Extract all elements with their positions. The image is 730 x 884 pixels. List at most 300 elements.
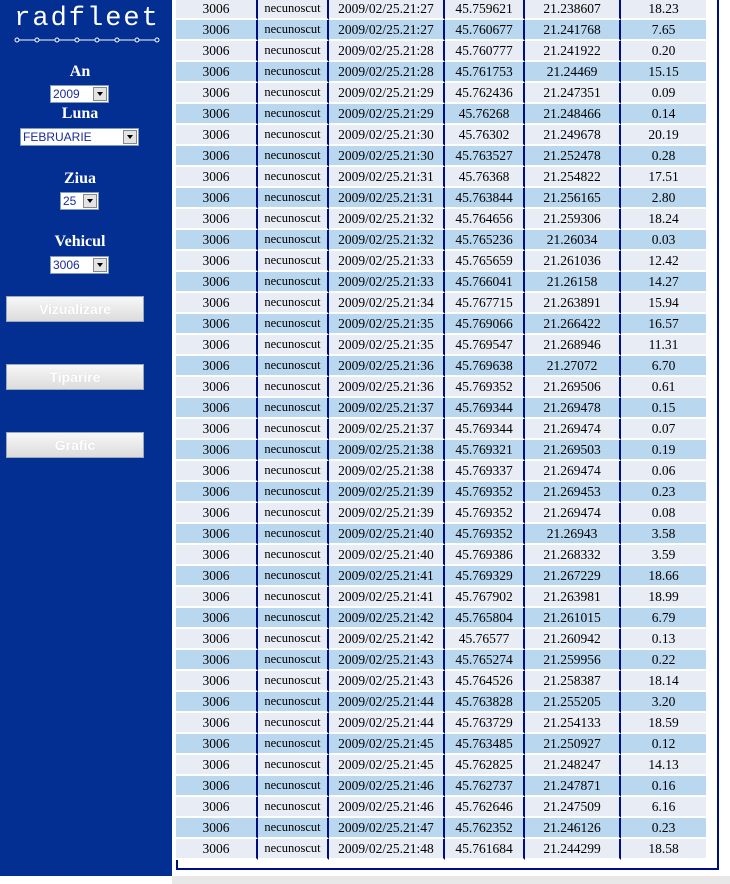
longitude-cell: 21.246126	[525, 818, 621, 839]
vehicle-id-cell: 3006	[176, 503, 258, 524]
timestamp-cell: 2009/02/25.21:31	[329, 167, 445, 188]
location-cell: necunoscut	[258, 608, 329, 629]
latitude-cell: 45.762646	[445, 797, 525, 818]
print-button[interactable]: Tiparire	[6, 364, 144, 390]
latitude-cell: 45.769352	[445, 503, 525, 524]
location-cell: necunoscut	[258, 692, 329, 713]
location-cell: necunoscut	[258, 818, 329, 839]
location-cell: necunoscut	[258, 293, 329, 314]
table-row	[176, 104, 706, 125]
longitude-cell: 21.238607	[525, 0, 621, 20]
longitude-cell: 21.269478	[525, 398, 621, 419]
latitude-cell: 45.763844	[445, 188, 525, 209]
month-label: Luna	[61, 105, 99, 122]
longitude-cell: 21.269453	[525, 482, 621, 503]
longitude-cell: 21.259956	[525, 650, 621, 671]
sidebar-bottom-gap	[0, 876, 172, 884]
table-row	[176, 209, 706, 230]
table-row	[176, 818, 706, 839]
latitude-cell: 45.763485	[445, 734, 525, 755]
timestamp-cell: 2009/02/25.21:43	[329, 671, 445, 692]
vehicle-id-cell: 3006	[176, 146, 258, 167]
timestamp-cell: 2009/02/25.21:37	[329, 419, 445, 440]
latitude-cell: 45.769344	[445, 419, 525, 440]
longitude-cell: 21.241768	[525, 20, 621, 41]
table-row	[176, 62, 706, 83]
timestamp-cell: 2009/02/25.21:36	[329, 356, 445, 377]
location-cell: necunoscut	[258, 629, 329, 650]
timestamp-cell: 2009/02/25.21:27	[329, 20, 445, 41]
timestamp-cell: 2009/02/25.21:30	[329, 125, 445, 146]
location-cell: necunoscut	[258, 83, 329, 104]
speed-cell: 7.65	[621, 20, 706, 41]
timestamp-cell: 2009/02/25.21:41	[329, 587, 445, 608]
logo-dotted-line	[14, 35, 160, 45]
vehicle-id-cell: 3006	[176, 755, 258, 776]
vehicle-id-cell: 3006	[176, 377, 258, 398]
latitude-cell: 45.765804	[445, 608, 525, 629]
speed-cell: 15.15	[621, 62, 706, 83]
timestamp-cell: 2009/02/25.21:44	[329, 713, 445, 734]
timestamp-cell: 2009/02/25.21:47	[329, 818, 445, 839]
latitude-cell: 45.769337	[445, 461, 525, 482]
location-cell: necunoscut	[258, 671, 329, 692]
speed-cell: 18.14	[621, 671, 706, 692]
speed-cell: 18.99	[621, 587, 706, 608]
timestamp-cell: 2009/02/25.21:39	[329, 482, 445, 503]
latitude-cell: 45.769344	[445, 398, 525, 419]
latitude-cell: 45.76577	[445, 629, 525, 650]
table-row	[176, 566, 706, 587]
table-row	[176, 377, 706, 398]
vehicle-id-cell: 3006	[176, 167, 258, 188]
vehicle-id-cell: 3006	[176, 83, 258, 104]
latitude-cell: 45.765274	[445, 650, 525, 671]
location-cell: necunoscut	[258, 209, 329, 230]
table-row	[176, 293, 706, 314]
timestamp-cell: 2009/02/25.21:30	[329, 146, 445, 167]
timestamp-cell: 2009/02/25.21:39	[329, 503, 445, 524]
timestamp-cell: 2009/02/25.21:42	[329, 629, 445, 650]
speed-cell: 0.12	[621, 734, 706, 755]
latitude-cell: 45.763527	[445, 146, 525, 167]
timestamp-cell: 2009/02/25.21:45	[329, 755, 445, 776]
location-cell: necunoscut	[258, 62, 329, 83]
timestamp-cell: 2009/02/25.21:44	[329, 692, 445, 713]
timestamp-cell: 2009/02/25.21:31	[329, 188, 445, 209]
timestamp-cell: 2009/02/25.21:42	[329, 608, 445, 629]
latitude-cell: 45.762737	[445, 776, 525, 797]
table-row	[176, 356, 706, 377]
longitude-cell: 21.26943	[525, 524, 621, 545]
timestamp-cell: 2009/02/25.21:32	[329, 209, 445, 230]
vehicle-id-cell: 3006	[176, 398, 258, 419]
latitude-cell: 45.76268	[445, 104, 525, 125]
speed-cell: 0.09	[621, 83, 706, 104]
vehicle-id-cell: 3006	[176, 125, 258, 146]
latitude-cell: 45.759621	[445, 0, 525, 20]
vehicle-id-cell: 3006	[176, 734, 258, 755]
location-cell: necunoscut	[258, 797, 329, 818]
timestamp-cell: 2009/02/25.21:33	[329, 272, 445, 293]
speed-cell: 6.16	[621, 797, 706, 818]
latitude-cell: 45.763729	[445, 713, 525, 734]
latitude-cell: 45.766041	[445, 272, 525, 293]
longitude-cell: 21.255205	[525, 692, 621, 713]
table-row	[176, 314, 706, 335]
year-select[interactable]	[50, 85, 109, 103]
longitude-cell: 21.250927	[525, 734, 621, 755]
speed-cell: 0.22	[621, 650, 706, 671]
location-cell: necunoscut	[258, 587, 329, 608]
vehicle-id-cell: 3006	[176, 482, 258, 503]
location-cell: necunoscut	[258, 377, 329, 398]
location-cell: necunoscut	[258, 188, 329, 209]
location-cell: necunoscut	[258, 734, 329, 755]
latitude-cell: 45.761684	[445, 839, 525, 860]
latitude-cell: 45.769386	[445, 545, 525, 566]
charts-button[interactable]: Grafic	[6, 432, 144, 458]
table-row	[176, 839, 706, 860]
table-row	[176, 20, 706, 41]
latitude-cell: 45.760777	[445, 41, 525, 62]
table-row	[176, 461, 706, 482]
vehicle-id-cell: 3006	[176, 188, 258, 209]
location-cell: necunoscut	[258, 314, 329, 335]
timestamp-cell: 2009/02/25.21:36	[329, 377, 445, 398]
latitude-cell: 45.767715	[445, 293, 525, 314]
speed-cell: 0.20	[621, 41, 706, 62]
longitude-cell: 21.260942	[525, 629, 621, 650]
table-row	[176, 83, 706, 104]
vehicle-id-cell: 3006	[176, 20, 258, 41]
vehicle-id-cell: 3006	[176, 293, 258, 314]
speed-cell: 0.19	[621, 440, 706, 461]
sidebar	[0, 0, 172, 876]
vehicle-id-cell: 3006	[176, 209, 258, 230]
longitude-cell: 21.254822	[525, 167, 621, 188]
longitude-cell: 21.261015	[525, 608, 621, 629]
chevron-down-icon[interactable]	[93, 258, 107, 272]
speed-cell: 18.23	[621, 0, 706, 20]
vehicle-id-cell: 3006	[176, 104, 258, 125]
table-row	[176, 545, 706, 566]
vehicle-id-cell: 3006	[176, 0, 258, 20]
location-cell: necunoscut	[258, 167, 329, 188]
longitude-cell: 21.267229	[525, 566, 621, 587]
speed-cell: 0.23	[621, 482, 706, 503]
latitude-cell: 45.76368	[445, 167, 525, 188]
table-row	[176, 734, 706, 755]
location-cell: necunoscut	[258, 524, 329, 545]
table-row	[176, 188, 706, 209]
latitude-cell: 45.760677	[445, 20, 525, 41]
longitude-cell: 21.269503	[525, 440, 621, 461]
longitude-cell: 21.254133	[525, 713, 621, 734]
vehicle-id-cell: 3006	[176, 545, 258, 566]
speed-cell: 3.58	[621, 524, 706, 545]
timestamp-cell: 2009/02/25.21:28	[329, 41, 445, 62]
table-row	[176, 671, 706, 692]
chevron-down-icon[interactable]	[123, 130, 137, 144]
vehicle-id-cell: 3006	[176, 314, 258, 335]
longitude-cell: 21.248247	[525, 755, 621, 776]
location-cell: necunoscut	[258, 230, 329, 251]
vehicle-id-cell: 3006	[176, 692, 258, 713]
longitude-cell: 21.247351	[525, 83, 621, 104]
latitude-cell: 45.765236	[445, 230, 525, 251]
table-row	[176, 503, 706, 524]
vehicle-id-cell: 3006	[176, 230, 258, 251]
timestamp-cell: 2009/02/25.21:46	[329, 797, 445, 818]
table-row	[176, 125, 706, 146]
speed-cell: 16.57	[621, 314, 706, 335]
vehicle-id-cell: 3006	[176, 524, 258, 545]
latitude-cell: 45.769321	[445, 440, 525, 461]
timestamp-cell: 2009/02/25.21:34	[329, 293, 445, 314]
longitude-cell: 21.268332	[525, 545, 621, 566]
speed-cell: 0.15	[621, 398, 706, 419]
timestamp-cell: 2009/02/25.21:32	[329, 230, 445, 251]
speed-cell: 15.94	[621, 293, 706, 314]
speed-cell: 11.31	[621, 335, 706, 356]
latitude-cell: 45.762352	[445, 818, 525, 839]
location-cell: necunoscut	[258, 0, 329, 20]
vehicle-id-cell: 3006	[176, 818, 258, 839]
speed-cell: 0.07	[621, 419, 706, 440]
speed-cell: 18.58	[621, 839, 706, 860]
longitude-cell: 21.269474	[525, 419, 621, 440]
table-row	[176, 797, 706, 818]
vehicle-select-value: 3006	[53, 258, 80, 272]
vehicle-id-cell: 3006	[176, 440, 258, 461]
location-cell: necunoscut	[258, 713, 329, 734]
speed-cell: 0.03	[621, 230, 706, 251]
speed-cell: 0.16	[621, 776, 706, 797]
day-label: Ziua	[63, 170, 96, 187]
location-cell: necunoscut	[258, 545, 329, 566]
month-select-value: FEBRUARIE	[23, 130, 92, 144]
table-row	[176, 398, 706, 419]
longitude-cell: 21.263891	[525, 293, 621, 314]
timestamp-cell: 2009/02/25.21:45	[329, 734, 445, 755]
location-cell: necunoscut	[258, 251, 329, 272]
location-cell: necunoscut	[258, 104, 329, 125]
speed-cell: 0.06	[621, 461, 706, 482]
vehicle-id-cell: 3006	[176, 566, 258, 587]
latitude-cell: 45.762436	[445, 83, 525, 104]
longitude-cell: 21.269506	[525, 377, 621, 398]
vehicle-id-cell: 3006	[176, 419, 258, 440]
table-row	[176, 755, 706, 776]
timestamp-cell: 2009/02/25.21:43	[329, 650, 445, 671]
table-row	[176, 713, 706, 734]
location-cell: necunoscut	[258, 839, 329, 860]
vehicle-id-cell: 3006	[176, 608, 258, 629]
vehicle-id-cell: 3006	[176, 650, 258, 671]
timestamp-cell: 2009/02/25.21:29	[329, 104, 445, 125]
longitude-cell: 21.252478	[525, 146, 621, 167]
timestamp-cell: 2009/02/25.21:37	[329, 398, 445, 419]
longitude-cell: 21.26034	[525, 230, 621, 251]
table-row	[176, 587, 706, 608]
location-cell: necunoscut	[258, 755, 329, 776]
vehicle-id-cell: 3006	[176, 713, 258, 734]
timestamp-cell: 2009/02/25.21:40	[329, 524, 445, 545]
location-cell: necunoscut	[258, 41, 329, 62]
latitude-cell: 45.769066	[445, 314, 525, 335]
vehicle-select[interactable]	[50, 256, 109, 274]
vehicle-id-cell: 3006	[176, 356, 258, 377]
speed-cell: 14.27	[621, 272, 706, 293]
location-cell: necunoscut	[258, 356, 329, 377]
latitude-cell: 45.765659	[445, 251, 525, 272]
table-row	[176, 692, 706, 713]
timestamp-cell: 2009/02/25.21:35	[329, 335, 445, 356]
longitude-cell: 21.247509	[525, 797, 621, 818]
location-cell: necunoscut	[258, 482, 329, 503]
timestamp-cell: 2009/02/25.21:38	[329, 461, 445, 482]
latitude-cell: 45.76302	[445, 125, 525, 146]
timestamp-cell: 2009/02/25.21:40	[329, 545, 445, 566]
location-cell: necunoscut	[258, 20, 329, 41]
latitude-cell: 45.767902	[445, 587, 525, 608]
speed-cell: 14.13	[621, 755, 706, 776]
speed-cell: 18.66	[621, 566, 706, 587]
longitude-cell: 21.27072	[525, 356, 621, 377]
location-cell: necunoscut	[258, 272, 329, 293]
table-row	[176, 440, 706, 461]
table-row	[176, 0, 706, 20]
table-row	[176, 608, 706, 629]
location-cell: necunoscut	[258, 776, 329, 797]
speed-cell: 0.23	[621, 818, 706, 839]
location-cell: necunoscut	[258, 440, 329, 461]
longitude-cell: 21.263981	[525, 587, 621, 608]
timestamp-cell: 2009/02/25.21:46	[329, 776, 445, 797]
timestamp-cell: 2009/02/25.21:38	[329, 440, 445, 461]
longitude-cell: 21.269474	[525, 461, 621, 482]
speed-cell: 3.59	[621, 545, 706, 566]
vehicle-label: Vehicul	[54, 233, 106, 250]
vehicle-id-cell: 3006	[176, 41, 258, 62]
longitude-cell: 21.269474	[525, 503, 621, 524]
table-row	[176, 230, 706, 251]
speed-cell: 12.42	[621, 251, 706, 272]
latitude-cell: 45.764656	[445, 209, 525, 230]
longitude-cell: 21.261036	[525, 251, 621, 272]
speed-cell: 0.08	[621, 503, 706, 524]
data-table-panel	[172, 0, 730, 876]
timestamp-cell: 2009/02/25.21:28	[329, 62, 445, 83]
table-row	[176, 650, 706, 671]
longitude-cell: 21.258387	[525, 671, 621, 692]
vehicle-id-cell: 3006	[176, 776, 258, 797]
longitude-cell: 21.259306	[525, 209, 621, 230]
vehicle-id-cell: 3006	[176, 671, 258, 692]
latitude-cell: 45.769352	[445, 377, 525, 398]
radfleet-logo[interactable]	[14, 5, 160, 41]
timestamp-cell: 2009/02/25.21:48	[329, 839, 445, 860]
longitude-cell: 21.26158	[525, 272, 621, 293]
speed-cell: 0.13	[621, 629, 706, 650]
location-cell: necunoscut	[258, 125, 329, 146]
vehicle-id-cell: 3006	[176, 251, 258, 272]
speed-cell: 2.80	[621, 188, 706, 209]
latitude-cell: 45.769638	[445, 356, 525, 377]
longitude-cell: 21.244299	[525, 839, 621, 860]
year-select-value: 2009	[53, 87, 80, 101]
year-label: An	[69, 63, 91, 80]
speed-cell: 18.24	[621, 209, 706, 230]
speed-cell: 0.61	[621, 377, 706, 398]
table-row	[176, 251, 706, 272]
table-row	[176, 167, 706, 188]
latitude-cell: 45.769547	[445, 335, 525, 356]
longitude-cell: 21.256165	[525, 188, 621, 209]
speed-cell: 18.59	[621, 713, 706, 734]
vehicle-id-cell: 3006	[176, 839, 258, 860]
vehicle-id-cell: 3006	[176, 587, 258, 608]
table-row	[176, 524, 706, 545]
chevron-down-icon[interactable]	[93, 87, 107, 101]
latitude-cell: 45.769352	[445, 482, 525, 503]
month-select[interactable]	[20, 128, 139, 146]
location-cell: necunoscut	[258, 503, 329, 524]
day-select-value: 25	[63, 194, 77, 208]
longitude-cell: 21.266422	[525, 314, 621, 335]
table-row	[176, 776, 706, 797]
table-row	[176, 629, 706, 650]
latitude-cell: 45.769352	[445, 524, 525, 545]
location-cell: necunoscut	[258, 566, 329, 587]
bottom-scroll-strip[interactable]	[172, 876, 730, 884]
longitude-cell: 21.247871	[525, 776, 621, 797]
latitude-cell: 45.764526	[445, 671, 525, 692]
view-button[interactable]: Vizualizare	[6, 296, 144, 322]
longitude-cell: 21.268946	[525, 335, 621, 356]
latitude-cell: 45.763828	[445, 692, 525, 713]
longitude-cell: 21.248466	[525, 104, 621, 125]
logo-text: radfleet	[14, 4, 160, 34]
vehicle-id-cell: 3006	[176, 797, 258, 818]
location-cell: necunoscut	[258, 335, 329, 356]
vehicle-id-cell: 3006	[176, 461, 258, 482]
location-cell: necunoscut	[258, 419, 329, 440]
day-select[interactable]	[60, 192, 99, 210]
table-row	[176, 146, 706, 167]
latitude-cell: 45.761753	[445, 62, 525, 83]
speed-cell: 17.51	[621, 167, 706, 188]
speed-cell: 0.14	[621, 104, 706, 125]
table-row	[176, 41, 706, 62]
vehicle-id-cell: 3006	[176, 629, 258, 650]
timestamp-cell: 2009/02/25.21:33	[329, 251, 445, 272]
longitude-cell: 21.241922	[525, 41, 621, 62]
speed-cell: 20.19	[621, 125, 706, 146]
longitude-cell: 21.249678	[525, 125, 621, 146]
gps-data-table	[176, 0, 706, 860]
vehicle-id-cell: 3006	[176, 272, 258, 293]
longitude-cell: 21.24469	[525, 62, 621, 83]
vehicle-id-cell: 3006	[176, 335, 258, 356]
timestamp-cell: 2009/02/25.21:27	[329, 0, 445, 20]
latitude-cell: 45.762825	[445, 755, 525, 776]
gps-data-table-body	[176, 0, 706, 860]
chevron-down-icon[interactable]	[83, 194, 97, 208]
speed-cell: 0.28	[621, 146, 706, 167]
location-cell: necunoscut	[258, 650, 329, 671]
